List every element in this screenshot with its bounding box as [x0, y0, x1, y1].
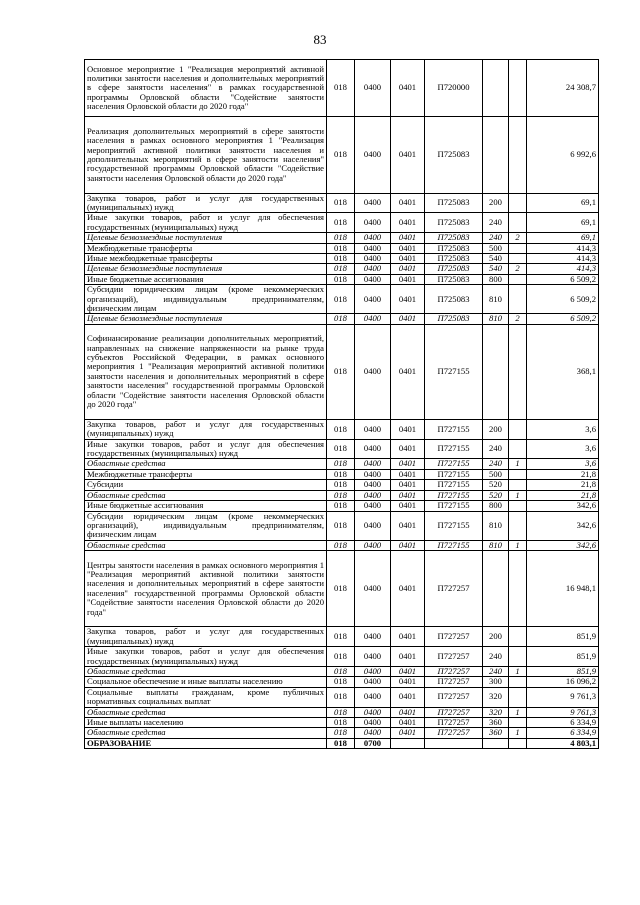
target-article-cell: П727155 — [425, 324, 483, 419]
table-row — [85, 254, 599, 264]
row-name-cell: Центры занятости населения в рамках основного мероприятия 1 "Реализация мероприятий активной политики занятости населения и дополнительных мероприятий в сфере занятости населения" государственной программы Орловской области "Содействие занятости населения Орловской области до 2020 года" — [85, 551, 327, 627]
amount-cell: 6 334,9 — [527, 728, 599, 738]
target-article-cell: П727155 — [425, 469, 483, 479]
section-code-cell: 0400 — [355, 551, 391, 627]
target-article-cell: П727155 — [425, 480, 483, 490]
expense-type-cell: 500 — [483, 243, 509, 253]
expense-type-cell: 800 — [483, 274, 509, 284]
row-name-cell: Закупка товаров, работ и услуг для государственных (муниципальных) нужд — [85, 419, 327, 439]
funding-source-cell — [509, 738, 527, 748]
target-article-cell: П727257 — [425, 717, 483, 727]
section-code-cell: 0700 — [355, 738, 391, 748]
table-row — [85, 707, 599, 717]
subsection-code-cell: 0401 — [391, 540, 425, 550]
admin-code-cell: 018 — [327, 193, 355, 213]
subsection-code-cell: 0401 — [391, 285, 425, 314]
amount-cell: 9 761,3 — [527, 687, 599, 707]
expense-type-cell: 240 — [483, 233, 509, 243]
table-row — [85, 738, 599, 748]
funding-source-cell — [509, 243, 527, 253]
subsection-code-cell: 0401 — [391, 677, 425, 687]
amount-cell: 4 803,1 — [527, 738, 599, 748]
section-code-cell: 0400 — [355, 728, 391, 738]
target-article-cell: П727155 — [425, 459, 483, 469]
amount-cell: 24 308,7 — [527, 60, 599, 117]
row-name-cell: Областные средства — [85, 540, 327, 550]
section-code-cell: 0400 — [355, 324, 391, 419]
admin-code-cell: 018 — [327, 285, 355, 314]
funding-source-cell — [509, 480, 527, 490]
amount-cell: 6 509,2 — [527, 285, 599, 314]
section-code-cell: 0400 — [355, 647, 391, 667]
section-code-cell: 0400 — [355, 285, 391, 314]
target-article-cell: П727257 — [425, 647, 483, 667]
row-name-cell: Субсидии юридическим лицам (кроме некоммерческих организаций), индивидуальным предпринимателям, физическим лицам — [85, 511, 327, 540]
funding-source-cell: 2 — [509, 264, 527, 274]
table-row — [85, 459, 599, 469]
table-row — [85, 233, 599, 243]
funding-source-cell: 2 — [509, 233, 527, 243]
expense-type-cell — [483, 117, 509, 193]
amount-cell: 6 334,9 — [527, 717, 599, 727]
expense-type-cell: 520 — [483, 480, 509, 490]
table-row — [85, 647, 599, 667]
expense-type-cell: 240 — [483, 666, 509, 676]
target-article-cell: П727257 — [425, 551, 483, 627]
row-name-cell: Субсидии юридическим лицам (кроме некоммерческих организаций), индивидуальным предпринимателям, физическим лицам — [85, 285, 327, 314]
target-article-cell: П727155 — [425, 439, 483, 459]
table-row — [85, 677, 599, 687]
expense-type-cell — [483, 60, 509, 117]
section-code-cell: 0400 — [355, 233, 391, 243]
page-number: 83 — [313, 32, 327, 47]
funding-source-cell: 2 — [509, 314, 527, 324]
admin-code-cell: 018 — [327, 480, 355, 490]
row-name-cell: Субсидии — [85, 480, 327, 490]
row-name-cell: Целевые безвозмездные поступления — [85, 264, 327, 274]
target-article-cell: П725083 — [425, 233, 483, 243]
amount-cell: 3,6 — [527, 459, 599, 469]
expense-type-cell: 240 — [483, 459, 509, 469]
budget-table — [84, 59, 599, 749]
subsection-code-cell: 0401 — [391, 666, 425, 676]
funding-source-cell — [509, 254, 527, 264]
target-article-cell: П727257 — [425, 677, 483, 687]
funding-source-cell — [509, 285, 527, 314]
row-name-cell: Областные средства — [85, 707, 327, 717]
target-article-cell: П720000 — [425, 60, 483, 117]
funding-source-cell — [509, 439, 527, 459]
expense-type-cell: 810 — [483, 285, 509, 314]
expense-type-cell — [483, 738, 509, 748]
admin-code-cell: 018 — [327, 439, 355, 459]
admin-code-cell: 018 — [327, 254, 355, 264]
amount-cell: 21,8 — [527, 480, 599, 490]
table-row — [85, 501, 599, 511]
row-name-cell: Целевые безвозмездные поступления — [85, 233, 327, 243]
section-code-cell: 0400 — [355, 274, 391, 284]
section-code-cell: 0400 — [355, 540, 391, 550]
amount-cell: 342,6 — [527, 540, 599, 550]
amount-cell: 342,6 — [527, 501, 599, 511]
admin-code-cell: 018 — [327, 459, 355, 469]
subsection-code-cell: 0401 — [391, 419, 425, 439]
row-name-cell: Иные выплаты населению — [85, 717, 327, 727]
subsection-code-cell: 0401 — [391, 687, 425, 707]
expense-type-cell: 240 — [483, 213, 509, 233]
target-article-cell — [425, 738, 483, 748]
subsection-code-cell: 0401 — [391, 707, 425, 717]
row-name-cell: Иные закупки товаров, работ и услуг для обеспечения государственных (муниципальных) нужд — [85, 647, 327, 667]
target-article-cell: П725083 — [425, 243, 483, 253]
subsection-code-cell: 0401 — [391, 254, 425, 264]
table-row — [85, 285, 599, 314]
funding-source-cell — [509, 501, 527, 511]
table-row — [85, 60, 599, 117]
amount-cell: 3,6 — [527, 419, 599, 439]
expense-type-cell: 240 — [483, 439, 509, 459]
amount-cell: 9 761,3 — [527, 707, 599, 717]
target-article-cell: П725083 — [425, 274, 483, 284]
subsection-code-cell: 0401 — [391, 233, 425, 243]
expense-type-cell: 200 — [483, 627, 509, 647]
admin-code-cell: 018 — [327, 243, 355, 253]
expense-type-cell — [483, 551, 509, 627]
row-name-cell: Закупка товаров, работ и услуг для государственных (муниципальных) нужд — [85, 627, 327, 647]
funding-source-cell — [509, 627, 527, 647]
funding-source-cell: 1 — [509, 459, 527, 469]
section-code-cell: 0400 — [355, 469, 391, 479]
funding-source-cell — [509, 213, 527, 233]
expense-type-cell: 500 — [483, 469, 509, 479]
funding-source-cell — [509, 717, 527, 727]
funding-source-cell — [509, 274, 527, 284]
subsection-code-cell: 0401 — [391, 469, 425, 479]
row-name-cell: Межбюджетные трансферты — [85, 469, 327, 479]
admin-code-cell: 018 — [327, 324, 355, 419]
row-name-cell: Целевые безвозмездные поступления — [85, 314, 327, 324]
target-article-cell: П725083 — [425, 285, 483, 314]
funding-source-cell — [509, 60, 527, 117]
admin-code-cell: 018 — [327, 677, 355, 687]
admin-code-cell: 018 — [327, 314, 355, 324]
expense-type-cell — [483, 324, 509, 419]
target-article-cell: П727155 — [425, 419, 483, 439]
expense-type-cell: 320 — [483, 687, 509, 707]
admin-code-cell: 018 — [327, 728, 355, 738]
subsection-code-cell: 0401 — [391, 274, 425, 284]
table-row — [85, 687, 599, 707]
section-code-cell: 0400 — [355, 687, 391, 707]
section-code-cell: 0400 — [355, 264, 391, 274]
funding-source-cell — [509, 647, 527, 667]
admin-code-cell: 018 — [327, 501, 355, 511]
section-code-cell: 0400 — [355, 213, 391, 233]
funding-source-cell: 1 — [509, 540, 527, 550]
subsection-code-cell: 0401 — [391, 501, 425, 511]
expense-type-cell: 200 — [483, 419, 509, 439]
amount-cell: 368,1 — [527, 324, 599, 419]
expense-type-cell: 320 — [483, 707, 509, 717]
table-row — [85, 666, 599, 676]
funding-source-cell — [509, 324, 527, 419]
subsection-code-cell — [391, 738, 425, 748]
subsection-code-cell: 0401 — [391, 213, 425, 233]
row-name-cell: Областные средства — [85, 728, 327, 738]
section-code-cell: 0400 — [355, 193, 391, 213]
admin-code-cell: 018 — [327, 687, 355, 707]
subsection-code-cell: 0401 — [391, 627, 425, 647]
target-article-cell: П725083 — [425, 264, 483, 274]
table-row — [85, 728, 599, 738]
row-name-cell: Иные межбюджетные трансферты — [85, 254, 327, 264]
funding-source-cell: 1 — [509, 707, 527, 717]
admin-code-cell: 018 — [327, 627, 355, 647]
amount-cell: 6 509,2 — [527, 314, 599, 324]
admin-code-cell: 018 — [327, 233, 355, 243]
row-name-cell: ОБРАЗОВАНИЕ — [85, 738, 327, 748]
admin-code-cell: 018 — [327, 213, 355, 233]
expense-type-cell: 360 — [483, 717, 509, 727]
section-code-cell: 0400 — [355, 459, 391, 469]
table-row — [85, 439, 599, 459]
table-row — [85, 540, 599, 550]
subsection-code-cell: 0401 — [391, 459, 425, 469]
amount-cell: 851,9 — [527, 666, 599, 676]
admin-code-cell: 018 — [327, 274, 355, 284]
target-article-cell: П727257 — [425, 627, 483, 647]
subsection-code-cell: 0401 — [391, 439, 425, 459]
subsection-code-cell: 0401 — [391, 480, 425, 490]
row-name-cell: Социальные выплаты гражданам, кроме публичных нормативных социальных выплат — [85, 687, 327, 707]
funding-source-cell — [509, 687, 527, 707]
amount-cell: 851,9 — [527, 627, 599, 647]
expense-type-cell: 800 — [483, 501, 509, 511]
admin-code-cell: 018 — [327, 666, 355, 676]
amount-cell: 414,3 — [527, 254, 599, 264]
section-code-cell: 0400 — [355, 511, 391, 540]
row-name-cell: Закупка товаров, работ и услуг для государственных (муниципальных) нужд — [85, 193, 327, 213]
table-row — [85, 480, 599, 490]
expense-type-cell: 200 — [483, 193, 509, 213]
expense-type-cell: 810 — [483, 540, 509, 550]
amount-cell: 342,6 — [527, 511, 599, 540]
subsection-code-cell: 0401 — [391, 264, 425, 274]
funding-source-cell: 1 — [509, 728, 527, 738]
subsection-code-cell: 0401 — [391, 324, 425, 419]
expense-type-cell: 240 — [483, 647, 509, 667]
section-code-cell: 0400 — [355, 480, 391, 490]
funding-source-cell — [509, 193, 527, 213]
section-code-cell: 0400 — [355, 666, 391, 676]
admin-code-cell: 018 — [327, 264, 355, 274]
amount-cell: 69,1 — [527, 233, 599, 243]
table-row — [85, 511, 599, 540]
admin-code-cell: 018 — [327, 717, 355, 727]
table-row — [85, 314, 599, 324]
section-code-cell: 0400 — [355, 439, 391, 459]
target-article-cell: П725083 — [425, 193, 483, 213]
subsection-code-cell: 0401 — [391, 551, 425, 627]
funding-source-cell — [509, 419, 527, 439]
amount-cell: 21,8 — [527, 469, 599, 479]
section-code-cell: 0400 — [355, 419, 391, 439]
amount-cell: 21,8 — [527, 490, 599, 500]
row-name-cell: Межбюджетные трансферты — [85, 243, 327, 253]
table-row — [85, 193, 599, 213]
expense-type-cell: 360 — [483, 728, 509, 738]
amount-cell: 3,6 — [527, 439, 599, 459]
table-row — [85, 213, 599, 233]
row-name-cell: Областные средства — [85, 666, 327, 676]
row-name-cell: Иные закупки товаров, работ и услуг для обеспечения государственных (муниципальных) нужд — [85, 213, 327, 233]
funding-source-cell — [509, 677, 527, 687]
subsection-code-cell: 0401 — [391, 60, 425, 117]
table-row — [85, 490, 599, 500]
target-article-cell: П727257 — [425, 707, 483, 717]
target-article-cell: П727257 — [425, 687, 483, 707]
admin-code-cell: 018 — [327, 60, 355, 117]
target-article-cell: П725083 — [425, 117, 483, 193]
target-article-cell: П727257 — [425, 728, 483, 738]
section-code-cell: 0400 — [355, 627, 391, 647]
table-row — [85, 324, 599, 419]
target-article-cell: П727155 — [425, 490, 483, 500]
table-row — [85, 469, 599, 479]
target-article-cell: П727155 — [425, 501, 483, 511]
section-code-cell: 0400 — [355, 117, 391, 193]
table-row — [85, 717, 599, 727]
subsection-code-cell: 0401 — [391, 511, 425, 540]
admin-code-cell: 018 — [327, 707, 355, 717]
table-row — [85, 627, 599, 647]
admin-code-cell: 018 — [327, 419, 355, 439]
expense-type-cell: 810 — [483, 511, 509, 540]
amount-cell: 69,1 — [527, 213, 599, 233]
subsection-code-cell: 0401 — [391, 193, 425, 213]
expense-type-cell: 300 — [483, 677, 509, 687]
admin-code-cell: 018 — [327, 117, 355, 193]
expense-type-cell: 520 — [483, 490, 509, 500]
table-row — [85, 117, 599, 193]
amount-cell: 414,3 — [527, 243, 599, 253]
row-name-cell: Областные средства — [85, 490, 327, 500]
table-row — [85, 264, 599, 274]
section-code-cell: 0400 — [355, 314, 391, 324]
table-row — [85, 274, 599, 284]
admin-code-cell: 018 — [327, 540, 355, 550]
amount-cell: 851,9 — [527, 647, 599, 667]
admin-code-cell: 018 — [327, 511, 355, 540]
table-row — [85, 551, 599, 627]
admin-code-cell: 018 — [327, 490, 355, 500]
target-article-cell: П727155 — [425, 511, 483, 540]
section-code-cell: 0400 — [355, 490, 391, 500]
funding-source-cell: 1 — [509, 490, 527, 500]
row-name-cell: Иные закупки товаров, работ и услуг для обеспечения государственных (муниципальных) нужд — [85, 439, 327, 459]
target-article-cell: П725083 — [425, 314, 483, 324]
row-name-cell: Основное мероприятие 1 "Реализация мероприятий активной политики занятости населения и дополнительных мероприятий в сфере занятости населения" в рамках государственной программы Орловской области "Содействие занятости населения Орловской области до 2020 года" — [85, 60, 327, 117]
section-code-cell: 0400 — [355, 254, 391, 264]
funding-source-cell — [509, 551, 527, 627]
admin-code-cell: 018 — [327, 647, 355, 667]
amount-cell: 6 509,2 — [527, 274, 599, 284]
expense-type-cell: 540 — [483, 264, 509, 274]
amount-cell: 6 992,6 — [527, 117, 599, 193]
row-name-cell: Софинансирование реализации дополнительных мероприятий, направленных на снижение напряженности на рынке труда субъектов Российской Федерации, в рамках основного мероприятия 1 "Реализация мероприятий активной политики занятости населения и дополнительных мероприятий в сфере занятости населения" государственной программы Орловской области "Содействие занятости населения Орловской области до 2020 года" — [85, 324, 327, 419]
funding-source-cell: 1 — [509, 666, 527, 676]
subsection-code-cell: 0401 — [391, 117, 425, 193]
row-name-cell: Иные бюджетные ассигнования — [85, 501, 327, 511]
table-row — [85, 419, 599, 439]
row-name-cell: Социальное обеспечение и иные выплаты населению — [85, 677, 327, 687]
section-code-cell: 0400 — [355, 243, 391, 253]
table-row — [85, 243, 599, 253]
subsection-code-cell: 0401 — [391, 728, 425, 738]
subsection-code-cell: 0401 — [391, 647, 425, 667]
section-code-cell: 0400 — [355, 501, 391, 511]
funding-source-cell — [509, 511, 527, 540]
amount-cell: 414,3 — [527, 264, 599, 274]
section-code-cell: 0400 — [355, 677, 391, 687]
expense-type-cell: 540 — [483, 254, 509, 264]
section-code-cell: 0400 — [355, 717, 391, 727]
subsection-code-cell: 0401 — [391, 717, 425, 727]
amount-cell: 16 096,2 — [527, 677, 599, 687]
admin-code-cell: 018 — [327, 551, 355, 627]
subsection-code-cell: 0401 — [391, 490, 425, 500]
subsection-code-cell: 0401 — [391, 243, 425, 253]
row-name-cell: Областные средства — [85, 459, 327, 469]
target-article-cell: П727257 — [425, 666, 483, 676]
funding-source-cell — [509, 117, 527, 193]
subsection-code-cell: 0401 — [391, 314, 425, 324]
admin-code-cell: 018 — [327, 469, 355, 479]
admin-code-cell: 018 — [327, 738, 355, 748]
target-article-cell: П727155 — [425, 540, 483, 550]
funding-source-cell — [509, 469, 527, 479]
row-name-cell: Иные бюджетные ассигнования — [85, 274, 327, 284]
row-name-cell: Реализация дополнительных мероприятий в сфере занятости населения в рамках основного мероприятия 1 "Реализация мероприятий активной политики занятости населения и дополнительных мероприятий в сфере занятости населения" государственной программы Орловской области "Содействие занятости населения Орловской области до 2020 года" — [85, 117, 327, 193]
target-article-cell: П725083 — [425, 213, 483, 233]
expense-type-cell: 810 — [483, 314, 509, 324]
section-code-cell: 0400 — [355, 60, 391, 117]
section-code-cell: 0400 — [355, 707, 391, 717]
target-article-cell: П725083 — [425, 254, 483, 264]
amount-cell: 16 948,1 — [527, 551, 599, 627]
amount-cell: 69,1 — [527, 193, 599, 213]
